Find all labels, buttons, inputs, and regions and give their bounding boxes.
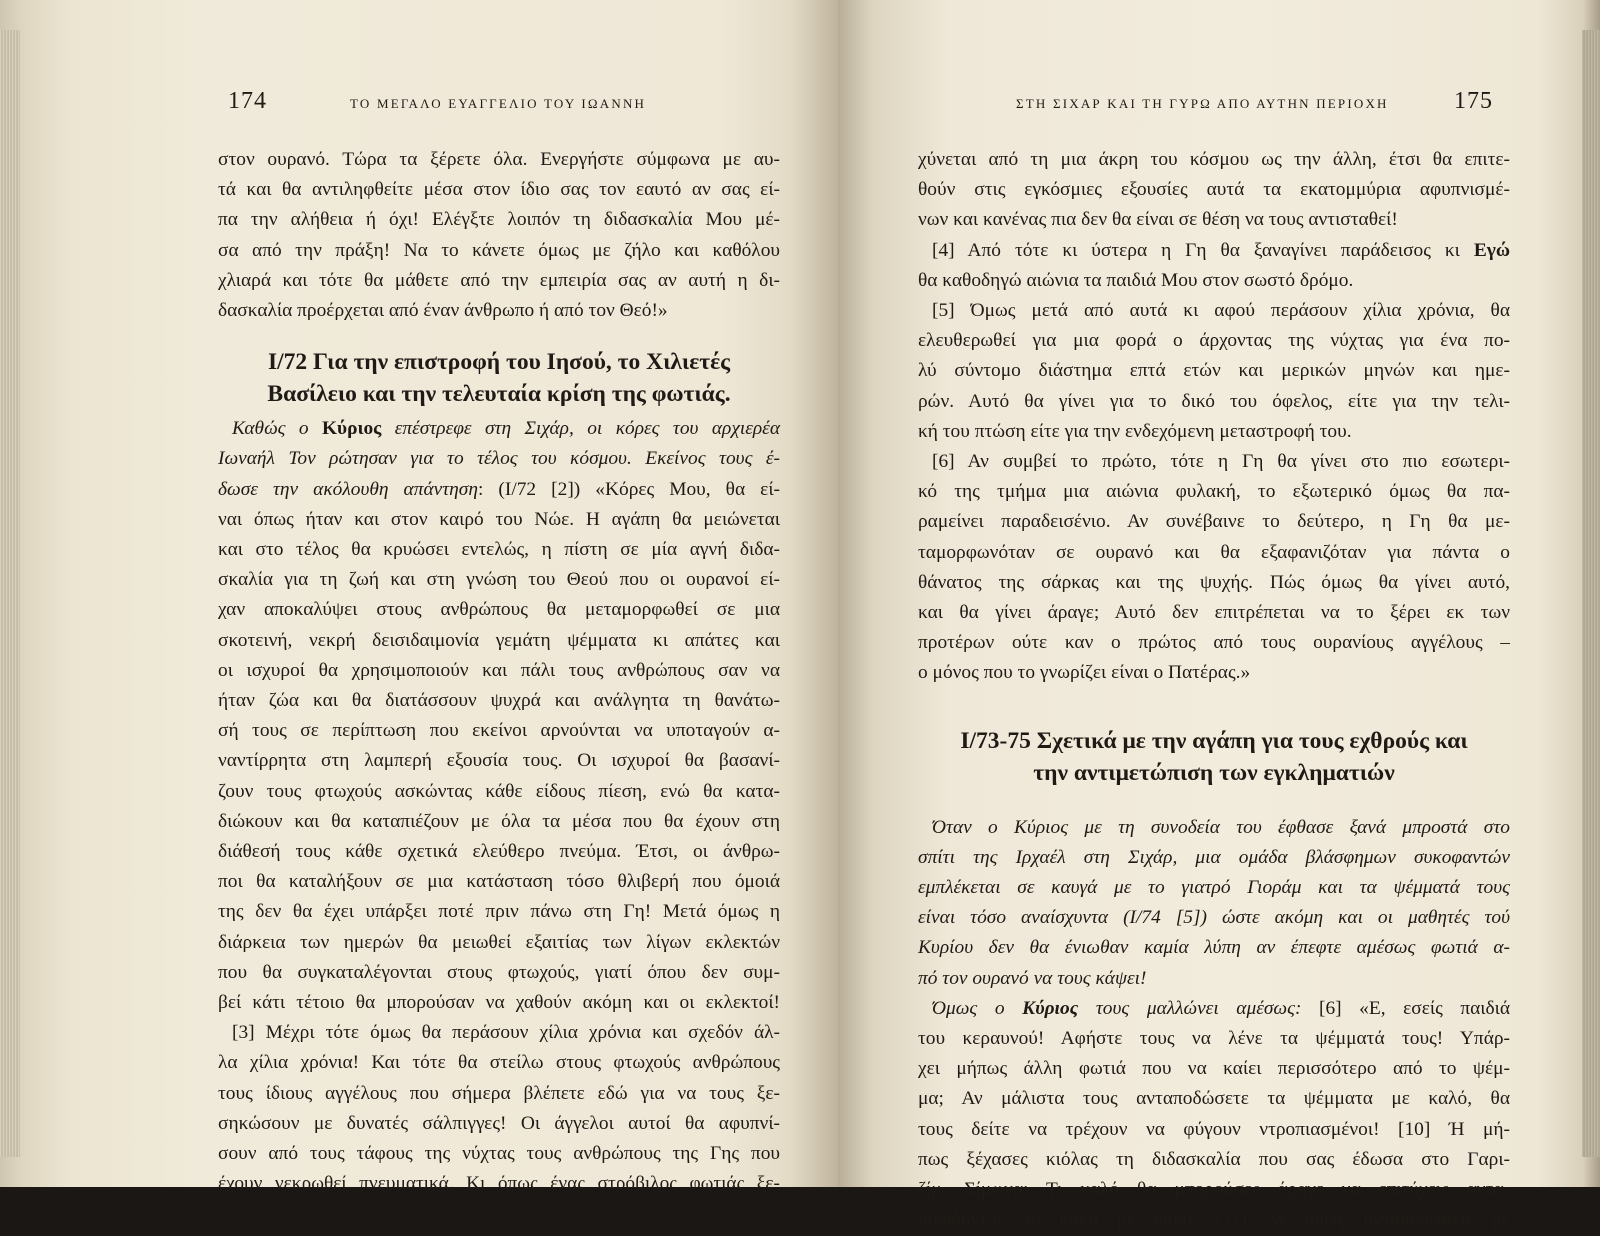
reply-line-1: Όμως ο Κύριος τους μαλλώνει αμέσως: [6] «Ε, εσείς παιδιά [932,997,1511,1019]
intro-line: δασκαλία προέρχεται από έναν άνθρωπο ή από τον Θεό!» [218,300,668,322]
body-line: σουν από τους τάφους της νύχτας τους ανθρώπους της Γης που [218,1143,780,1165]
running-head-left: ΤΟ ΜΕΓΑΛΟ ΕΥΑΓΓΕΛΙΟ ΤΟΥ ΙΩΑΝΝΗ [350,96,647,111]
body-line: του κεραυνού! Αφήστε τους να λένε τα ψέμματά τους! Υπάρ- [918,1028,1510,1050]
summary-line: είναι τόσο αναίσχυντα (I/74 [5]) ώστε ακόμη και οι μαθητές τού [918,907,1510,929]
page-edges-right [1582,30,1600,1157]
paragraphs-4-6 [918,266,1510,689]
body-line: σκαλία για τη ζωή και στη γνώση του Θεού που οι ουρανοί εί- [218,569,780,591]
body-line: έχουν νεκρωθεί πνευματικά. Κι όπως ένας στρόβιλος φωτιάς ξε- [218,1173,780,1195]
body-paragraphs-left [218,505,780,1200]
body-line: χαν αποκαλύψει στους ανθρώπους θα μεταμορφωθεί σε μια [218,599,780,621]
summary-line: σπίτι της Ιρχαέλ στη Σιχάρ, μια ομάδα βλάσφημων συκοφαντών [918,846,1510,868]
intro-line: χλιαρά και τότε θα μάθετε από την εμπειρία σας αν αυτή η δι- [218,269,780,291]
body-line: ταμορφωνόταν σε ουρανό και θα εξαφανιζόταν για πάντα ο [918,541,1510,563]
body-line: ποι θα καταλήξουν σε μια κατάσταση τόσο θλιβερή που όμοιά [218,871,780,893]
body-line: διώκουν και θα καταπιέζουν με όλα τα μέσα που θα έχουν στη [218,810,780,832]
body-line: οι ισχυροί θα χρησιμοποιούν και πάλι τους ανθρώπους σαν να [218,659,780,681]
section-heading-i73-75 [918,725,1510,789]
summary-line: πό τον ουρανό να τους κάψει! [918,967,1147,989]
body-line: χύνεται από τη μια άκρη του κόσμου ως την άλλη, έτσι θα επιτε- [918,149,1510,170]
body-line: διάρκεια των ημερών θα μειωθεί εξαιτίας των λίγων εκλεκτών [218,931,780,953]
body-line: θάνατος της σάρκας και της ψυχής. Πώς όμως θα γίνει αυτό, [918,571,1510,593]
left-text-column [218,145,780,1200]
body-line: [6] Αν συμβεί το πρώτο, τότε η Γη θα γίνει στο πιο εσωτερι- [932,451,1510,473]
lead-line-3: δωσε την ακόλουθη απάντηση: (I/72 [2]) «Κόρες Μου, θα εί- [218,478,780,500]
body-line: και στο τέλος θα κρυώσει εντελώς, η πίστη σε μία αγνή διδα- [218,539,780,561]
body-line: σηκώσουν με δυνατές σάλπιγγες! Οι άγγελοι αυτοί θα αφυπνί- [218,1112,780,1134]
heading-line: Βασίλειο και την τελευταία κρίση της φωτιάς. [267,381,731,408]
body-line: ήταν ζώα και θα διατάσσουν ψυχρά και ανάλγητα τη θανάτω- [218,690,780,712]
body-line: θα καθοδηγώ αιώνια τα παιδιά Μου στον σωστό δρόμο. [918,269,1354,291]
summary-paragraph [918,813,1510,994]
body-line: ζίμ, Σίμωνα; Τι καλό θα μπορούσες άραγε να επιτύχεις αντα- [918,1179,1510,1201]
intro-line: σα από την πράξη! Να το κάνετε όμως με ζήλο και καθόλου [218,239,780,261]
paragraph-4-line-1: [4] Από τότε κι ύστερα η Γη θα ξαναγίνει παράδεισος κι Εγώ [932,239,1510,261]
intro-paragraph [218,145,780,326]
lead-line-1: Καθώς ο Κύριος επέστρεφε στη Σιχάρ, οι κόρες του αρχιερέα [232,418,780,440]
intro-line: τά και θα αντιληφθείτε μέσα στον ίδιο σας τον εαυτό αν σας εί- [218,179,780,201]
body-line: που θα συγκαταλέγονται στους φτωχούς, γιατί όπου δεν συμ- [218,961,780,983]
lead-line-2: Ιωναήλ Τον ρώτησαν για το τέλος του κόσμου. Εκείνος τους έ- [218,448,780,470]
body-line: και θα γίνει άραγε; Αυτό δεν επιτρέπεται να το ξέρει εκ των [918,602,1510,624]
body-line: ελευθερωθεί για μια φορά ο άρχοντας της νύχτας για ένα πο- [918,330,1510,352]
body-line: κή του πτώση είτε για την ενδεχόμενη μεταστροφή του. [918,420,1352,442]
body-line: λα χίλια χρόνια! Και τότε θα στείλω στους φτωχούς ανθρώπους [218,1052,780,1074]
page-edges-left [0,30,20,1157]
continuation-paragraph [918,145,1510,236]
body-line: [3] Μέχρι τότε όμως θα περάσουν χίλια χρόνια και σχεδόν άλ- [232,1022,780,1044]
body-line: ρών. Αυτό θα γίνει για το δικό του όφελος, είτε για την τελι- [918,390,1510,412]
body-line: ποδίδοντας το κακό με κακό; [11] Αν όμως ανταποδώσεις με [918,1209,1510,1231]
body-line: προτέρων ούτε καν ο πρώτος από τους ουρανίους αγγέλους – [918,632,1510,654]
body-line: βεί κάτι τέτοιο θα μπορούσαν να χαθούν ακόμη και οι εκλεκτοί! [218,992,780,1014]
lead-paragraph [218,414,780,505]
intro-line: πα την αλήθεια ή όχι! Ελέγξτε λοιπόν τη διδασκαλία Μου μέ- [218,209,780,231]
body-line: θούν στις εγκόσμιες εξουσίες αυτά τα εκατομμύρια αφυπνισμέ- [918,179,1510,201]
page-number-right: 175 [1454,88,1493,114]
summary-line: εμπλέκεται σε καυγά με το γιατρό Γιοράμ και τα ψέμματά τους [918,877,1510,899]
body-line: μα; Αν μάλιστα τους ανταποδώσετε τα ψέμματα με καλό, θα [918,1088,1510,1110]
body-line: ναντίρρητα στη λαμπερή εξουσία τους. Οι ισχυροί θα βασανί- [218,750,780,772]
heading-line: την αντιμετώπιση των εγκληματιών [1033,759,1395,786]
body-line: λύ σύντομο διάστημα επτά ετών και μερικών μηνών και ημε- [918,360,1510,382]
body-line: ο μόνος που το γνωρίζει είναι ο Πατέρας.» [918,662,1251,684]
body-line: ραμείνει παραδεισένιο. Αν συνέβαινε το δεύτερο, η Γη θα με- [918,511,1510,533]
intro-line: στον ουρανό. Τώρα τα ξέρετε όλα. Ενεργήστε σύμφωνα με αυ- [218,149,780,170]
body-line: πως ξέχασες κιόλας τη διδασκαλία που σας έδωσα στο Γαρι- [918,1148,1510,1170]
summary-line: Όταν ο Κύριος με τη συνοδεία του έφθασε ξανά μπροστά στο [932,816,1510,838]
body-line: της δεν θα έχει υπάρξει ποτέ πριν πάνω στη Γη! Μετά όμως η [218,901,780,923]
body-line: ζουν τους φτωχούς ασκώντας κάθε είδους πίεση, ενώ θα κατα- [218,780,780,802]
body-line: χει μήπως άλλη φωτιά που να καίει περισσότερο από το ψέμ- [918,1058,1510,1080]
body-line: διάθεσή τους κάθε σχετικά ελεύθερο πνεύμα. Έτσι, οι άνθρω- [218,841,780,863]
body-line: τους δείτε να τρέχουν να φύγουν ντροπιασμένοι! [10] Ή μή- [918,1118,1510,1140]
right-text-column [918,145,1510,1236]
reply-paragraph [918,1024,1510,1235]
heading-line: I/73-75 Σχετικά με την αγάπη για τους εχθρούς και [960,727,1468,754]
body-line: [5] Όμως μετά από αυτά κι αφού περάσουν χίλια χρόνια, θα [932,300,1510,322]
body-line: νων και κανένας πια δεν θα είναι σε θέση να τους αντισταθεί! [918,209,1398,231]
summary-line: Κυρίου δεν θα ένιωθαν καμία λύπη αν έπεφτε αμέσως φωτιά α- [918,937,1510,959]
section-heading-i72 [218,346,780,410]
body-line: σκοτεινή, νεκρή δεισιδαιμονία γεμάτη ψέμματα κι απάτες και [218,629,780,651]
body-line: κό της τμήμα μια αιώνια φυλακή, το εξωτερικό όμως θα πα- [918,481,1510,503]
body-line: σή τους σε περίπτωση που εκείνοι αρνούνται να υποταγούν α- [218,720,780,742]
page-number-left: 174 [228,88,267,114]
right-page [838,0,1600,1231]
heading-line: I/72 Για την επιστροφή του Ιησού, το Χιλιετές [267,349,731,376]
running-head-right: ΣΤΗ ΣΙΧΑΡ ΚΑΙ ΤΗ ΓΥΡΩ ΑΠΟ ΑΥΤΗΝ ΠΕΡΙΟΧΗ [1016,96,1389,111]
body-line: τους ίδιους αγγέλους που σήμερα βλέπετε εδώ για να τους ξε- [218,1082,780,1104]
body-line: ναι όπως ήταν και στον καιρό του Νώε. Η αγάπη θα μειώνεται [218,508,780,530]
